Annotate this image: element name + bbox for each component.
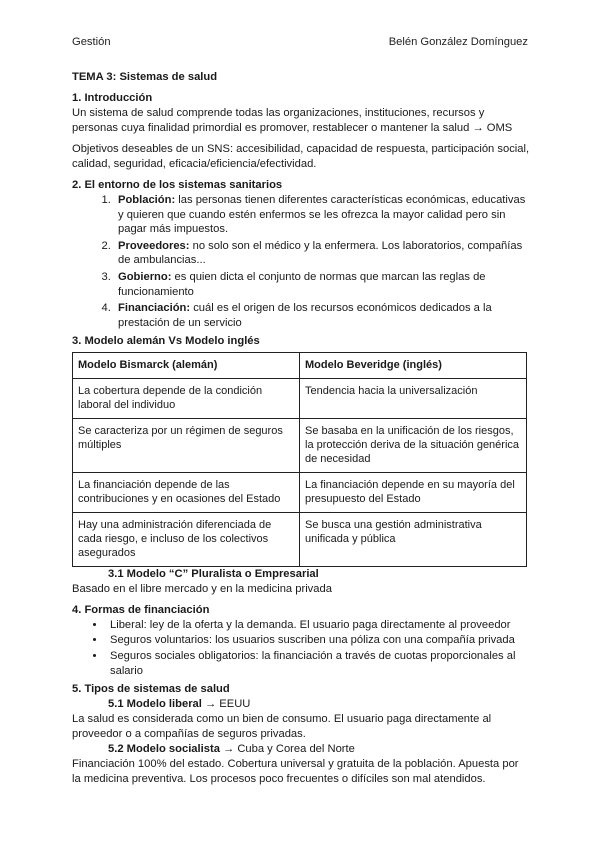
table-cell: Se busca una gestión administrativa unificada y pública xyxy=(300,512,527,566)
table-header-cell: Modelo Beveridge (inglés) xyxy=(300,353,527,378)
list-item: • Liberal: ley de la oferta y la demanda. El usuario paga directamente al proveedor xyxy=(106,618,530,633)
table-header-row xyxy=(73,353,527,378)
list-item-text: no solo son el médico y la enfermera. Los laboratorios, compañías de ambulancias... xyxy=(118,239,523,267)
list-item-term: Gobierno: xyxy=(118,270,172,283)
table-cell: Se basaba en la unificación de los riesgos, la protección deriva de la situación genérica de necesidad xyxy=(300,418,527,472)
list-item-term: Población: xyxy=(118,194,176,206)
table-cell: Hay una administración diferenciada de cada riesgo, e incluso de los colectivos asegurados xyxy=(73,512,300,566)
section-3-heading: 3. Modelo alemán Vs Modelo inglés xyxy=(72,335,260,348)
list-item-text: cuál es el origen de los recursos económicos dedicados a la prestación de un servicio xyxy=(118,302,492,329)
section-5-1-country: → EEUU xyxy=(201,698,251,711)
section-3-1-text: Basado en el libre mercado y en la medicina privada xyxy=(72,582,332,595)
list-item xyxy=(114,193,530,237)
section-5-2-text: Financiación 100% del estado. Cobertura universal y gratuita de la población. Apuesta por la medicina preventiva. Los procesos poco frecuentes o difíciles son mal atendidos. xyxy=(72,758,519,786)
section-5-2-country: → Cuba y Corea del Norte xyxy=(219,743,355,756)
list-item: • Seguros voluntarios: los usuarios suscriben una póliza con una compañía privada xyxy=(106,633,530,648)
table-cell: La financiación depende de las contribuciones y en ocasiones del Estado xyxy=(73,472,300,512)
list-item xyxy=(114,301,530,330)
list-item: • Seguros sociales obligatorios: la financiación a través de cuotas proporcionales al salario xyxy=(106,649,530,678)
section-4-list xyxy=(72,618,530,678)
list-item xyxy=(114,239,530,268)
table-cell: La financiación depende en su mayoría del presupuesto del Estado xyxy=(300,472,527,512)
section-1-paragraph-1: Un sistema de salud comprende todas las organizaciones, instituciones, recursos y personas cuya finalidad primordial es promover, restablecer o mantener la salud → OMS xyxy=(72,107,513,134)
section-2-list xyxy=(72,193,530,330)
section-1-heading: 1. Introducción xyxy=(72,92,153,104)
table-row xyxy=(73,378,527,418)
list-item xyxy=(114,270,530,299)
section-5-1-heading xyxy=(72,697,530,712)
comparison-table xyxy=(72,352,527,566)
section-5-2-heading xyxy=(72,742,530,757)
list-item-text: las personas tienen diferentes características económicas, educativas y quieren que cuando estén enfermos se les ofrezca la mayor calidad pero sin pagar más impuestos. xyxy=(118,194,526,236)
table-row xyxy=(73,512,527,566)
section-3-1-heading: 3.1 Modelo “C” Pluralista o Empresarial xyxy=(108,567,319,580)
table-cell: Se caracteriza por un régimen de seguros múltiples xyxy=(73,418,300,472)
document-body xyxy=(72,70,530,787)
section-5-1-text: La salud es considerada como un bien de consumo. El usuario paga directamente al proveedor o a compañías de seguros privadas. xyxy=(72,713,492,741)
list-item-term: Financiación: xyxy=(118,302,191,315)
list-item-term: Proveedores: xyxy=(118,239,190,252)
table-row xyxy=(73,418,527,472)
section-2-heading: 2. El entorno de los sistemas sanitarios xyxy=(72,179,283,191)
section-4-heading: 4. Formas de financiación xyxy=(72,603,210,616)
list-item-text: es quien dicta el conjunto de normas que marcan las reglas de funcionamiento xyxy=(118,270,486,298)
table-cell: La cobertura depende de la condición laboral del individuo xyxy=(73,378,300,418)
header-author: Belén González Domínguez xyxy=(388,36,528,48)
section-1-paragraph-2: Objetivos deseables de un SNS: accesibilidad, capacidad de respuesta, participación social, calidad, seguridad, eficacia/eficiencia/efectividad. xyxy=(72,143,530,170)
section-5-2-title: 5.2 Modelo socialista xyxy=(108,743,220,756)
page-header xyxy=(72,36,528,48)
document-title: TEMA 3: Sistemas de salud xyxy=(72,71,218,83)
table-row xyxy=(73,472,527,512)
table-header-cell: Modelo Bismarck (alemán) xyxy=(73,353,300,378)
section-5-1-title: 5.1 Modelo liberal xyxy=(108,698,202,711)
section-5-heading: 5. Tipos de sistemas de salud xyxy=(72,683,230,696)
table-cell: Tendencia hacia la universalización xyxy=(300,378,527,418)
header-subject: Gestión xyxy=(72,36,111,48)
